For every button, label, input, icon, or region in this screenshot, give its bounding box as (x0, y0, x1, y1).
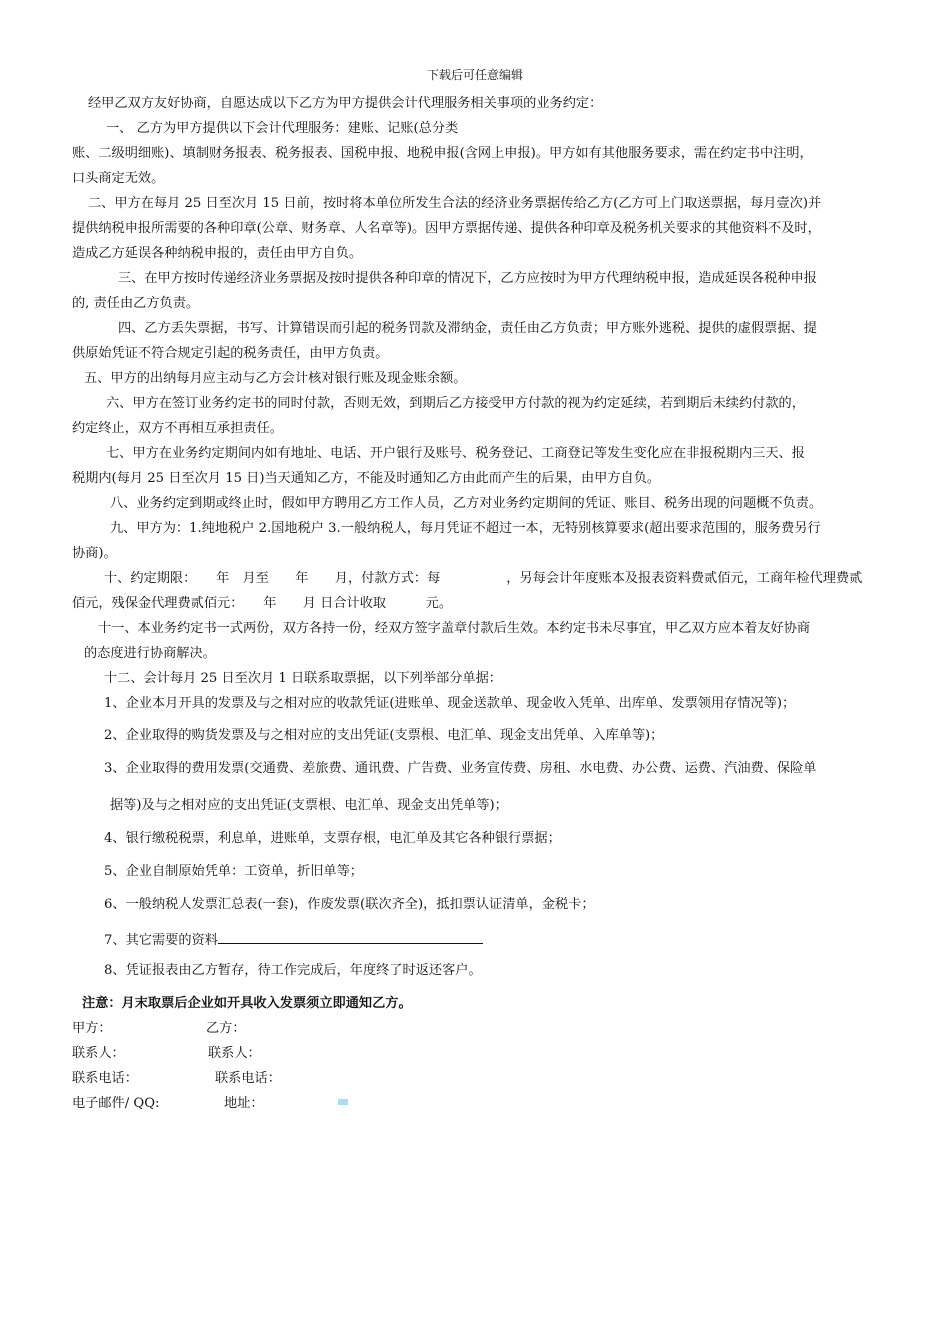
item-1: 1、企业本月开具的发票及与之相对应的收款凭证(进账单、现金送款单、现金收入凭单、出库单、发票领用存情况等)； (104, 696, 796, 711)
item-7 (104, 929, 483, 950)
clause-10-line-2: 佰元，残保金代理费贰佰元： 年 月 日合计收取 元。 (72, 596, 453, 611)
item-8: 8、凭证报表由乙方暂存，待工作完成后，年度终了时返还客户。 (104, 963, 482, 978)
clause-2-line-3: 造成乙方延误各种纳税申报的，责任由甲方自负。 (72, 246, 363, 261)
clause-3-line-2: 的, 责任由乙方负责。 (72, 296, 200, 311)
clause-1-line-3: 口头商定无效。 (72, 171, 165, 186)
phone-b-label: 联系电话： (215, 1071, 281, 1086)
contact-b-label: 联系人： (208, 1046, 261, 1061)
item-5: 5、企业自制原始凭单：工资单，折旧单等； (104, 864, 363, 879)
clause-2-line-1: 二、甲方在每月 25 日至次月 15 日前，按时将本单位所发生合法的经济业务票据传给乙方(乙方可上门取送票据，每月壹次)并 (88, 196, 822, 211)
item-7-label: 7、其它需要的资料 (104, 933, 218, 948)
email-a-label: 电子邮件/ QQ: (72, 1096, 160, 1111)
clause-9-line-1: 九、甲方为：1.纯地税户 2.国地税户 3.一般纳税人，每月凭证不超过一本，无特别核算要求(超出要求范围的，服务费另行 (110, 521, 821, 536)
party-b-label: 乙方： (206, 1021, 246, 1036)
page-header: 下载后可任意编辑 (426, 68, 523, 82)
phone-a-label: 联系电话： (72, 1071, 138, 1086)
clause-6-line-2: 约定终止，双方不再相互承担责任。 (72, 421, 283, 436)
clause-8: 八、业务约定到期或终止时，假如甲方聘用乙方工作人员，乙方对业务约定期间的凭证、账目、税务出现的问题概不负责。 (110, 496, 823, 511)
clause-4-line-1: 四、乙方丢失票据，书写、计算错误而引起的税务罚款及滞纳金，责任由乙方负责；甲方账外逃税、提供的虚假票据、提 (118, 321, 817, 336)
clause-7-line-2: 税期内(每月 25 日至次月 15 日)当天通知乙方，不能及时通知乙方由此而产生的后果，由甲方自负。 (72, 471, 661, 486)
address-b-label: 地址： (224, 1096, 264, 1111)
clause-5: 五、甲方的出纳每月应主动与乙方会计核对银行账及现金账余额。 (84, 371, 467, 386)
item-3-line-1: 3、企业取得的费用发票(交通费、差旅费、通讯费、广告费、业务宣传费、房租、水电费、办公费、运费、汽油费、保险单 (104, 761, 817, 776)
clause-4-line-2: 供原始凭证不符合规定引起的税务责任，由甲方负责。 (72, 346, 389, 361)
clause-7-line-1: 七、甲方在业务约定期间内如有地址、电话、开户银行及账号、税务登记、工商登记等发生变化应在非报税期内三天、报 (106, 446, 805, 461)
intro-text: 经甲乙双方友好协商，自愿达成以下乙方为甲方提供会计代理服务相关事项的业务约定： (88, 96, 603, 111)
clause-9-line-2: 协商)。 (72, 546, 117, 561)
party-a-label: 甲方： (72, 1021, 112, 1036)
clause-11-line-1: 十一、本业务约定书一式两份，双方各持一份，经双方签字盖章付款后生效。本约定书未尽事宜，甲乙双方应本着友好协商 (98, 621, 811, 636)
item-7-blank-line (218, 929, 483, 944)
clause-11-line-2: 的态度进行协商解决。 (84, 646, 216, 661)
notice: 注意：月末取票后企业如开具收入发票须立即通知乙方。 (82, 996, 412, 1011)
clause-10-line-1: 十、约定期限： 年 月至 年 月，付款方式：每 ，另每会计年度账本及报表资料费贰佰元，工商年检代理费贰 (104, 571, 863, 586)
highlight-mark (338, 1099, 348, 1105)
item-2: 2、企业取得的购货发票及与之相对应的支出凭证(支票根、电汇单、现金支出凭单、入库单等)； (104, 728, 664, 743)
clause-3-line-1: 三、在甲方按时传递经济业务票据及按时提供各种印章的情况下，乙方应按时为甲方代理纳税申报，造成延误各税种申报 (118, 271, 817, 286)
clause-1-line-2: 账、二级明细账)、填制财务报表、税务报表、国税申报、地税申报(含网上申报)。甲方如有其他服务要求，需在约定书中注明， (72, 146, 813, 161)
item-3-line-2: 据等)及与之相对应的支出凭证(支票根、电汇单、现金支出凭单等)； (110, 798, 508, 813)
clause-1-line-1: 一、 乙方为甲方提供以下会计代理服务：建账、记账(总分类 (106, 121, 459, 136)
clause-6-line-1: 六、甲方在签订业务约定书的同时付款，否则无效，到期后乙方接受甲方付款的视为约定延续，若到期后未续约付款的， (106, 396, 805, 411)
item-4: 4、银行缴税税票，利息单，进账单，支票存根，电汇单及其它各种银行票据； (104, 831, 561, 846)
clause-2-line-2: 提供纳税申报所需要的各种印章(公章、财务章、人名章等)。因甲方票据传递、提供各种印章及税务机关要求的其他资料不及时， (72, 221, 821, 236)
item-6: 6、一般纳税人发票汇总表(一套)，作废发票(联次齐全)，抵扣票认证清单，金税卡； (104, 897, 595, 912)
clause-12: 十二、会计每月 25 日至次月 1 日联系取票据，以下列举部分单据： (104, 671, 502, 686)
contact-a-label: 联系人： (72, 1046, 125, 1061)
